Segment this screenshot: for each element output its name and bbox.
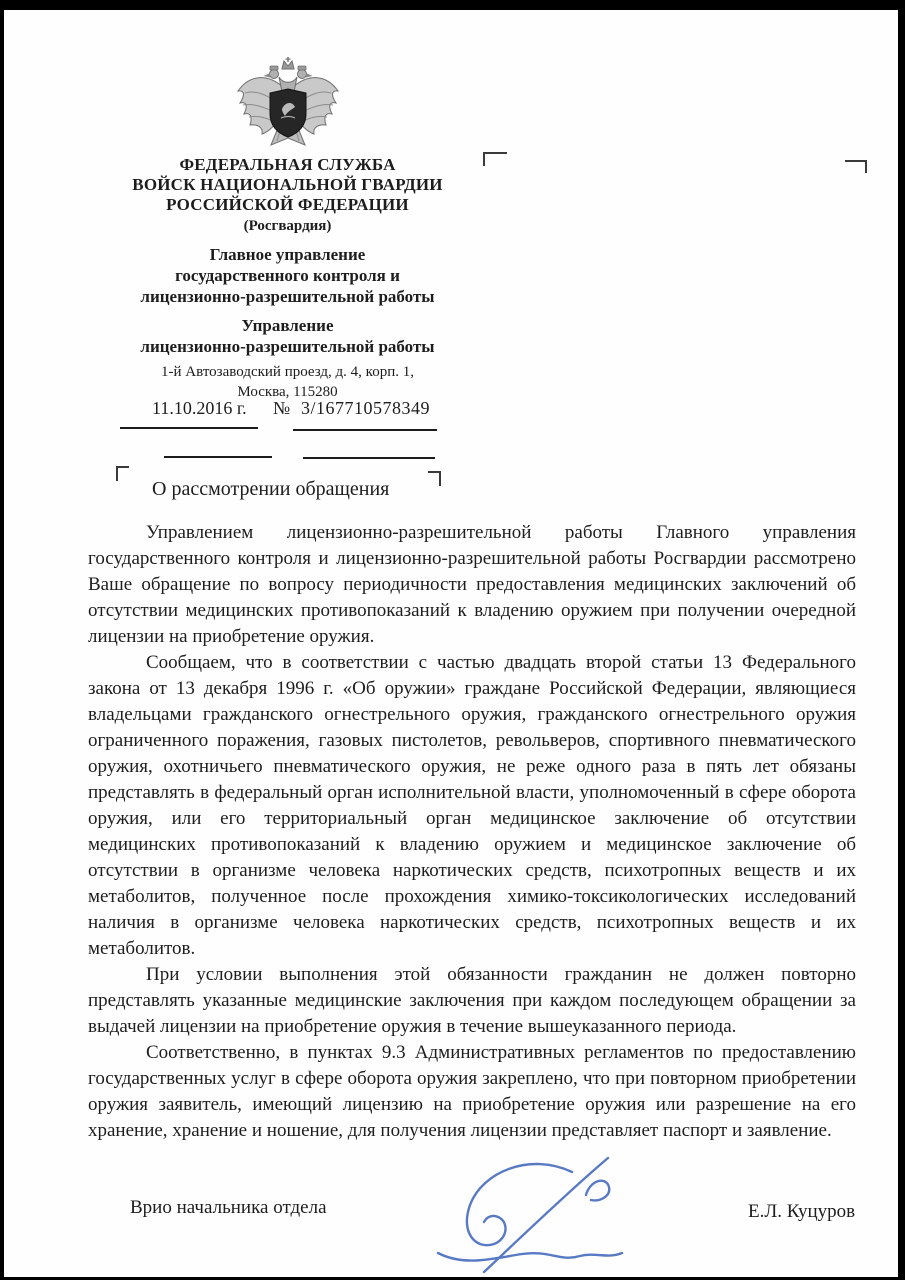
subdivision-line-2: лицензионно-разрешительной работы — [140, 337, 435, 356]
org-name-line-2: ВОЙСК НАЦИОНАЛЬНОЙ ГВАРДИИ — [132, 175, 443, 194]
org-name-line-3: РОССИЙСКОЙ ФЕДЕРАЦИИ — [166, 195, 409, 214]
handwritten-signature — [410, 1150, 660, 1280]
date-rule-line — [120, 427, 258, 429]
reply-date-rule-line — [164, 456, 272, 458]
org-short-name: (Росгвардия) — [243, 218, 332, 234]
body-paragraph-3: При условии выполнения этой обязанности гражданин не должен повторно представлять указанные медицинские заключения при каждом последующем обращении за выдачей лицензии на приобретение оружия в течение вышеуказанного периода. — [88, 964, 856, 1037]
address-line-2: Москва, 115280 — [237, 384, 338, 400]
org-name-line-1: ФЕДЕРАЛЬНАЯ СЛУЖБА — [179, 155, 396, 174]
scan-border-top — [0, 0, 905, 10]
department-line-1: Главное управление — [209, 245, 366, 264]
signer-position: Врио начальника отдела — [130, 1197, 327, 1218]
reply-number-rule-line — [303, 457, 435, 459]
scan-border-left — [0, 0, 4, 1280]
letter-body — [88, 520, 856, 1144]
document-date: 11.10.2016 г. — [152, 398, 247, 418]
body-paragraph-1: Управлением лицензионно-разрешительной работы Главного управления государственного контроля и лицензионно-разрешительной работы Росгвардии рассмотрено Ваше обращение по вопросу периодичности предоставления медицинских заключений об отсутствии медицинских противопоказаний к владению оружием при получении очередной лицензии на приобретение оружия. — [88, 522, 856, 647]
number-rule-line — [293, 429, 437, 431]
addressee-zone-corner-right — [845, 160, 867, 173]
number-sign: № — [273, 398, 291, 418]
document-number: 3/167710578349 — [301, 398, 431, 418]
scan-border-right — [898, 0, 905, 1280]
signer-name: Е.Л. Куцуров — [748, 1201, 856, 1222]
addressee-zone-corner-left — [483, 152, 507, 166]
letterhead — [75, 57, 500, 402]
address-line-1: 1-й Автозаводский проезд, д. 4, корп. 1, — [161, 364, 414, 380]
department-line-3: лицензионно-разрешительной работы — [140, 287, 435, 306]
subject-zone-corner-left — [116, 466, 129, 481]
department-line-2: государственного контроля и — [175, 266, 400, 285]
subject-zone-corner-right — [428, 471, 441, 486]
body-paragraph-2: Сообщаем, что в соответствии с частью двадцать второй статьи 13 Федерального закона от 13 декабря 1996 г. «Об оружии» граждане Российской Федерации, являющиеся владельцами гражданского огнестрельного оружия, гражданского огнестрельного оружия ограниченного поражения, газовых пистолетов, револьверов, спортивного пневматического оружия, охотничьего пневматического оружия, не реже одного раза в пять лет обязаны представлять в федеральный орган исполнительной власти, уполномоченный в сфере оборота оружия, или его территориальный орган медицинское заключение об отсутствии медицинских противопоказаний к владению оружием и медицинское заключение об отсутствии в организме человека наркотических средств, психотропных веществ и их метаболитов, полученное после прохождения химико-токсикологических исследований наличия в организме человека наркотических средств, психотропных веществ и их метаболитов. — [88, 652, 856, 959]
rosgvardia-eagle-emblem-icon — [233, 57, 343, 149]
subdivision-line-1: Управление — [241, 316, 334, 335]
body-paragraph-4: Соответственно, в пунктах 9.3 Административных регламентов по предоставлению государственных услуг в сфере оборота оружия закреплено, что при повторном приобретении оружия заявитель, имеющий лицензию на приобретение оружия или разрешение на его хранение, хранение и ношение, для получения лицензии представляет паспорт и заявление. — [88, 1042, 856, 1141]
subject-line: О рассмотрении обращения — [152, 478, 390, 500]
